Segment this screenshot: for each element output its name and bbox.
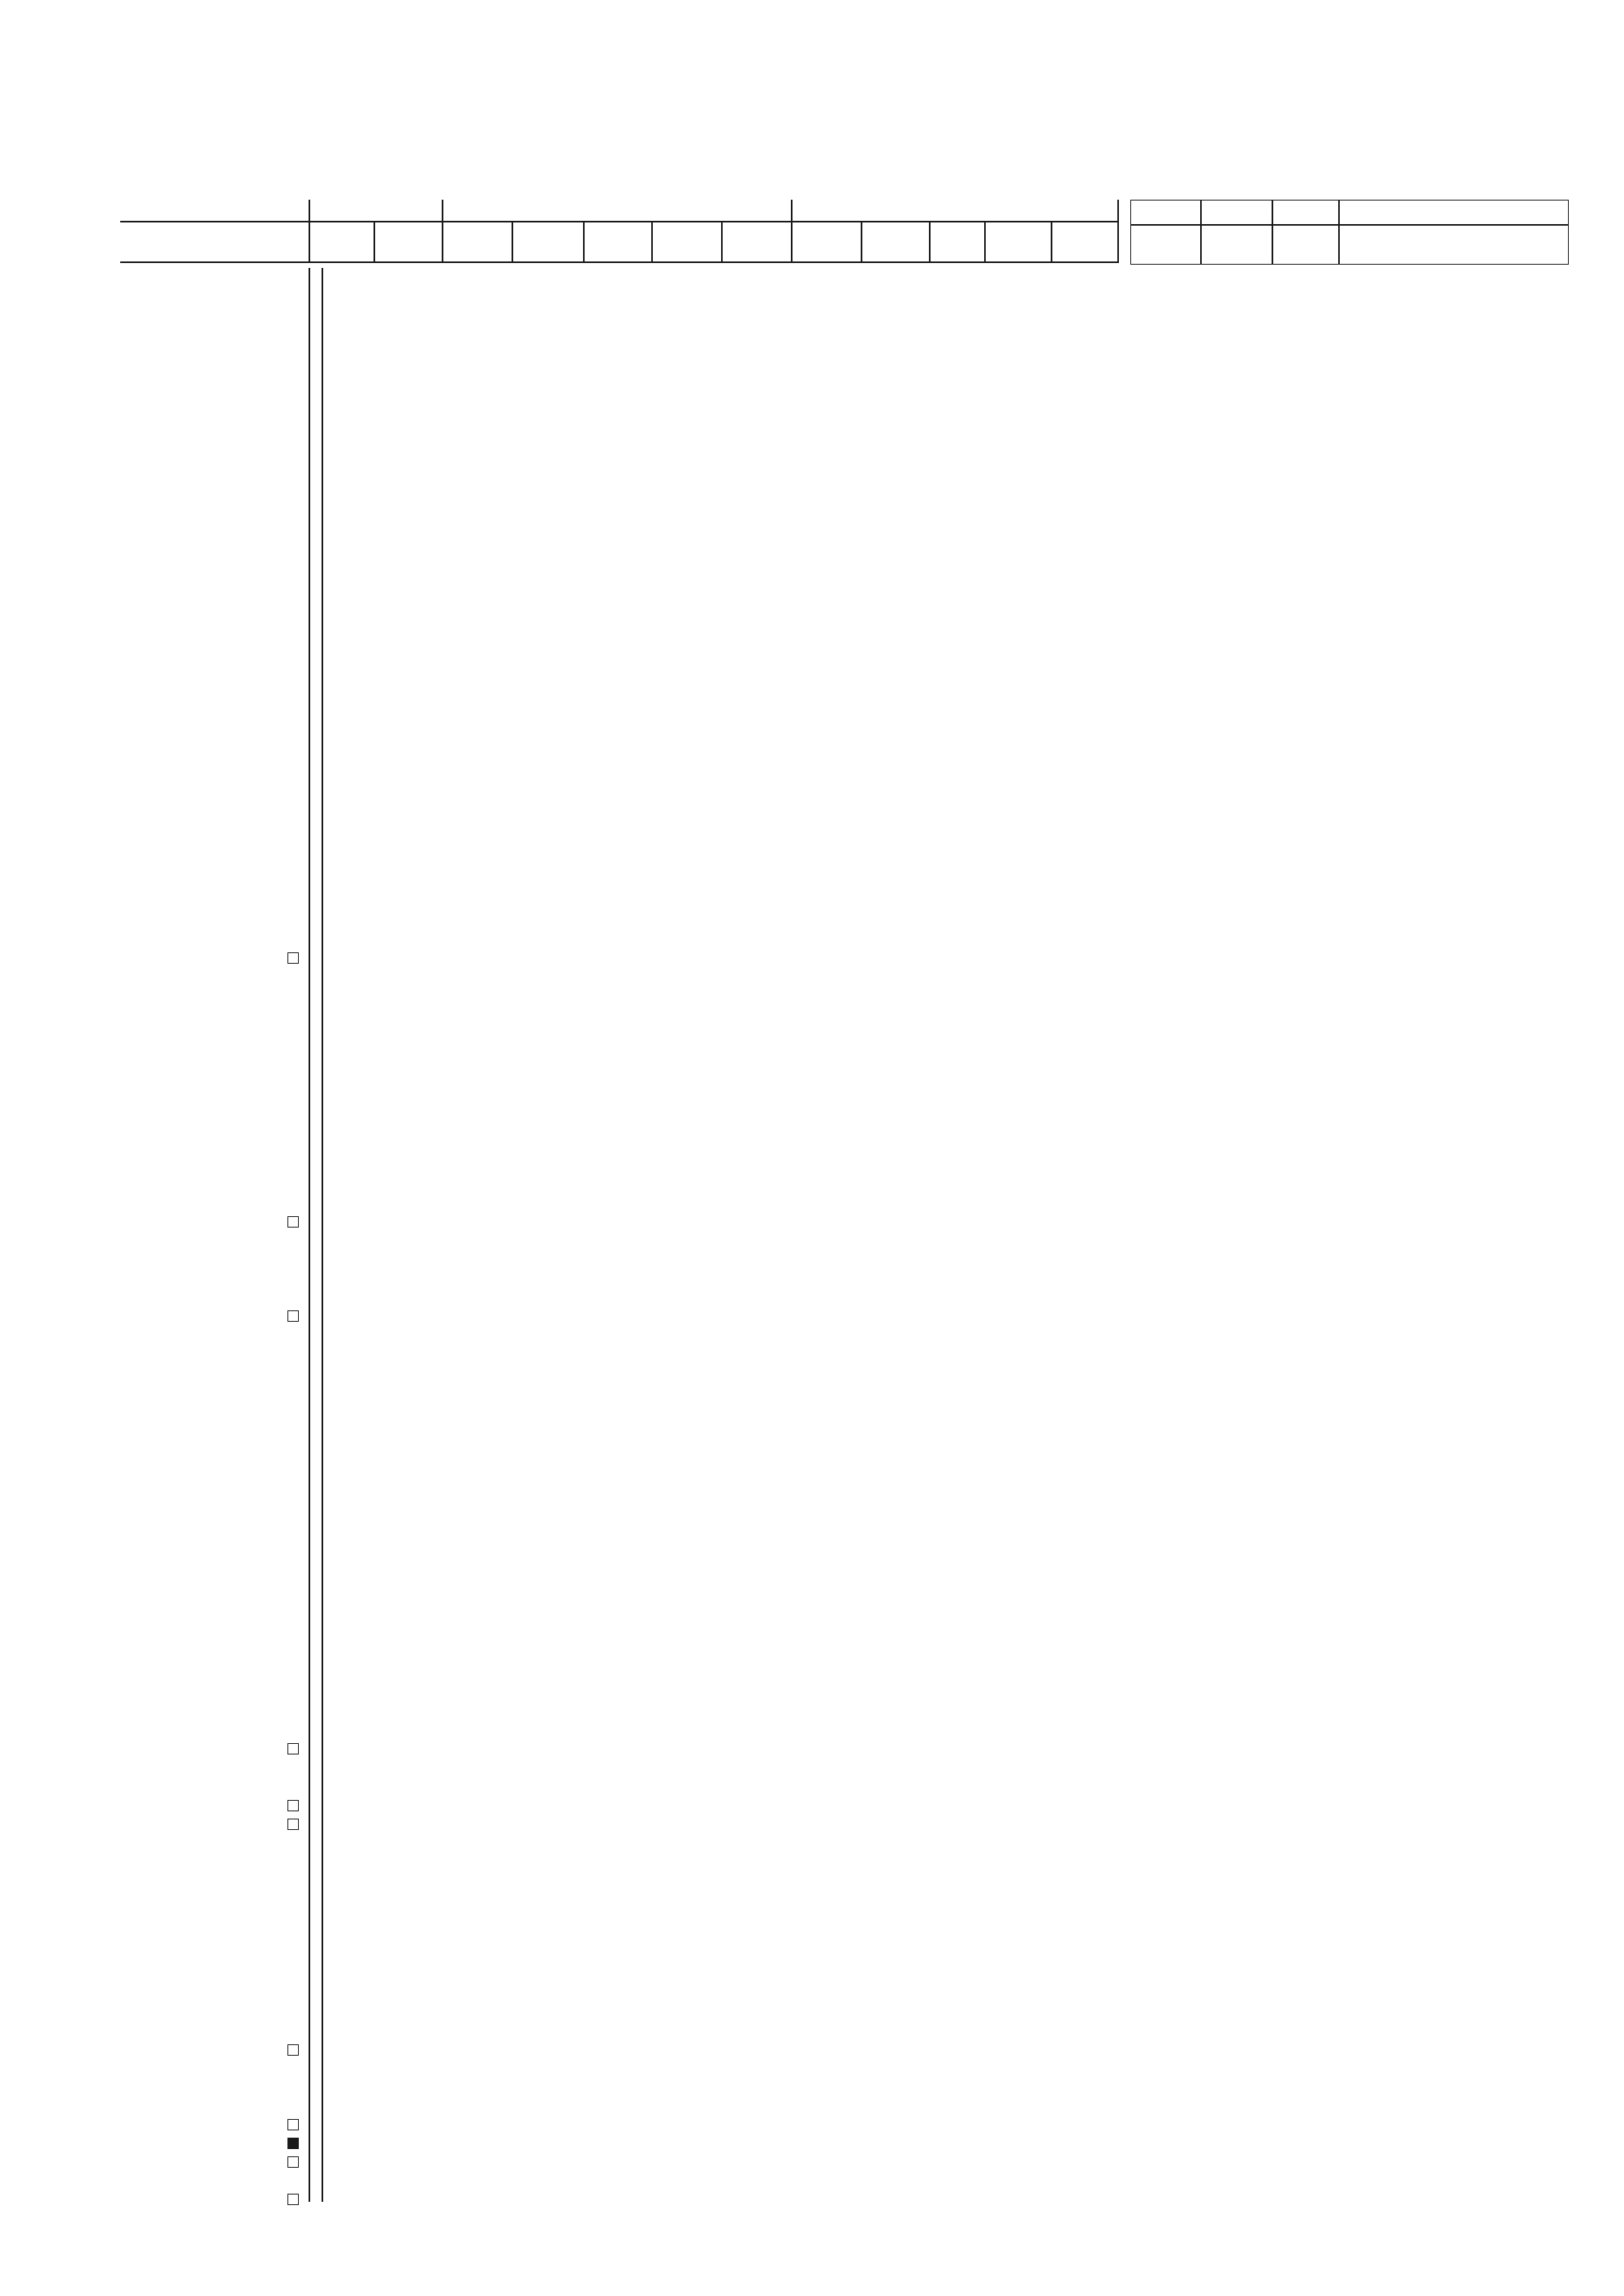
table-row <box>120 1684 1582 1703</box>
nddff-header <box>443 227 512 252</box>
mountain-station-icon <box>287 1800 299 1811</box>
ppptt-header-21 <box>931 227 984 252</box>
g2-bottom-header <box>1202 231 1272 258</box>
g2-top-header <box>1202 201 1272 222</box>
table-row <box>120 1552 1582 1570</box>
table-row <box>120 611 1582 629</box>
table-row <box>120 1213 1582 1232</box>
table-row <box>120 2041 1582 2060</box>
table-row <box>120 705 1582 723</box>
nhcl-header <box>653 227 721 252</box>
table-row <box>120 1382 1582 1400</box>
table-row <box>120 1156 1582 1175</box>
mountain-station-icon <box>287 2044 299 2056</box>
table-row <box>120 516 1582 534</box>
table-row <box>120 1872 1582 1891</box>
table-row <box>120 1175 1582 1193</box>
table-row <box>120 2116 1582 2134</box>
table-row <box>120 1778 1582 1797</box>
table-row <box>120 629 1582 648</box>
table-row <box>120 1703 1582 1721</box>
g1-top-header <box>1130 201 1200 222</box>
mountain-station-icon <box>287 2194 299 2205</box>
table-row <box>120 648 1582 667</box>
table-row <box>120 1307 1582 1326</box>
table-row <box>120 761 1582 779</box>
h18-header <box>443 200 791 221</box>
table-row <box>120 2172 1582 2190</box>
table-row <box>120 855 1582 874</box>
iii-header <box>377 235 440 257</box>
table-row <box>120 2190 1582 2209</box>
table-row <box>120 1797 1582 1815</box>
table-row <box>120 1100 1582 1119</box>
table-row <box>120 779 1582 798</box>
table-row <box>120 1457 1582 1476</box>
hoehe-header <box>312 235 372 257</box>
table-row <box>120 1420 1582 1439</box>
table-row <box>120 1928 1582 1947</box>
erdboden-header <box>1340 201 1569 222</box>
table-row <box>120 1514 1582 1533</box>
station-header <box>120 214 309 239</box>
table-row <box>120 1834 1582 1853</box>
table-row <box>120 2097 1582 2116</box>
vvwww-header <box>513 227 583 252</box>
table-row <box>120 592 1582 611</box>
table-row <box>120 290 1582 309</box>
table-row <box>120 1589 1582 1608</box>
table-row <box>120 1910 1582 1928</box>
table-row <box>120 1646 1582 1664</box>
table-row <box>120 271 1582 290</box>
table-row <box>120 1627 1582 1646</box>
table-row <box>120 667 1582 685</box>
table-row <box>120 1495 1582 1514</box>
table-row <box>120 534 1582 553</box>
table-row <box>120 1570 1582 1589</box>
table-row <box>120 2153 1582 2172</box>
mountain-station-icon <box>287 1819 299 1830</box>
table-row <box>120 1137 1582 1156</box>
table-row <box>120 818 1582 836</box>
table-row <box>120 1270 1582 1288</box>
table-row <box>120 1251 1582 1270</box>
mountain-station-icon <box>287 952 299 964</box>
table-row <box>120 799 1582 818</box>
table-row <box>120 912 1582 930</box>
table-row <box>120 930 1582 949</box>
tdtd-header-21 <box>1052 227 1117 252</box>
g3-bottom-header <box>1273 231 1338 258</box>
table-row <box>120 1006 1582 1025</box>
table-row <box>120 1193 1582 1212</box>
table-row <box>120 1608 1582 1626</box>
mountain-station-icon <box>287 1310 299 1322</box>
vvwww-header-21 <box>862 227 929 252</box>
table-row <box>120 384 1582 403</box>
table-row <box>120 1063 1582 1081</box>
h21-header <box>793 200 1117 221</box>
table-row <box>120 2022 1582 2040</box>
table-row <box>120 1740 1582 1759</box>
table-row <box>120 1400 1582 1419</box>
mountain-station-icon <box>287 1743 299 1754</box>
table-row <box>120 478 1582 497</box>
table-row <box>120 1891 1582 1910</box>
table-row <box>120 1533 1582 1552</box>
table-row <box>120 1025 1582 1043</box>
table-row <box>120 949 1582 968</box>
tdtd-header <box>723 227 791 252</box>
table-row <box>120 460 1582 478</box>
table-row <box>120 836 1582 855</box>
table-row <box>120 346 1582 365</box>
table-row <box>120 1363 1582 1382</box>
table-row <box>120 1119 1582 1137</box>
nddff-header-21 <box>793 227 861 252</box>
table-row <box>120 365 1582 384</box>
mountain-station-filled-icon <box>287 2138 299 2149</box>
table-row <box>120 497 1582 516</box>
table-row <box>120 1815 1582 1834</box>
table-row <box>120 572 1582 591</box>
table-row <box>120 1721 1582 1740</box>
station-table <box>120 271 1582 2195</box>
table-row <box>120 2003 1582 2022</box>
table-row <box>120 1854 1582 1872</box>
table-row <box>120 1947 1582 1966</box>
table-row <box>120 403 1582 421</box>
table-row <box>120 1984 1582 2003</box>
table-row <box>120 1966 1582 1984</box>
erdboden-depths-header <box>1340 231 1569 258</box>
table-row <box>120 986 1582 1005</box>
g3-top-header <box>1273 201 1338 222</box>
table-row <box>120 1439 1582 1457</box>
table-row <box>120 1288 1582 1307</box>
table-row <box>120 2134 1582 2153</box>
table-row <box>120 2060 1582 2078</box>
table-row <box>120 2078 1582 2097</box>
table-row <box>120 327 1582 346</box>
table-row <box>120 441 1582 460</box>
table-row <box>120 968 1582 986</box>
mountain-station-icon <box>287 2119 299 2130</box>
table-row <box>120 723 1582 742</box>
table-row <box>120 893 1582 912</box>
table-row <box>120 309 1582 327</box>
g1-bottom-header <box>1130 231 1200 258</box>
table-header <box>120 200 1570 265</box>
table-row <box>120 1081 1582 1100</box>
table-row <box>120 1326 1582 1344</box>
mountain-station-icon <box>287 1216 299 1228</box>
table-row <box>120 742 1582 761</box>
table-row <box>120 1344 1582 1363</box>
ppptt-header <box>585 227 651 252</box>
nhcl-header-21 <box>986 227 1051 252</box>
mountain-station-icon <box>287 2156 299 2168</box>
